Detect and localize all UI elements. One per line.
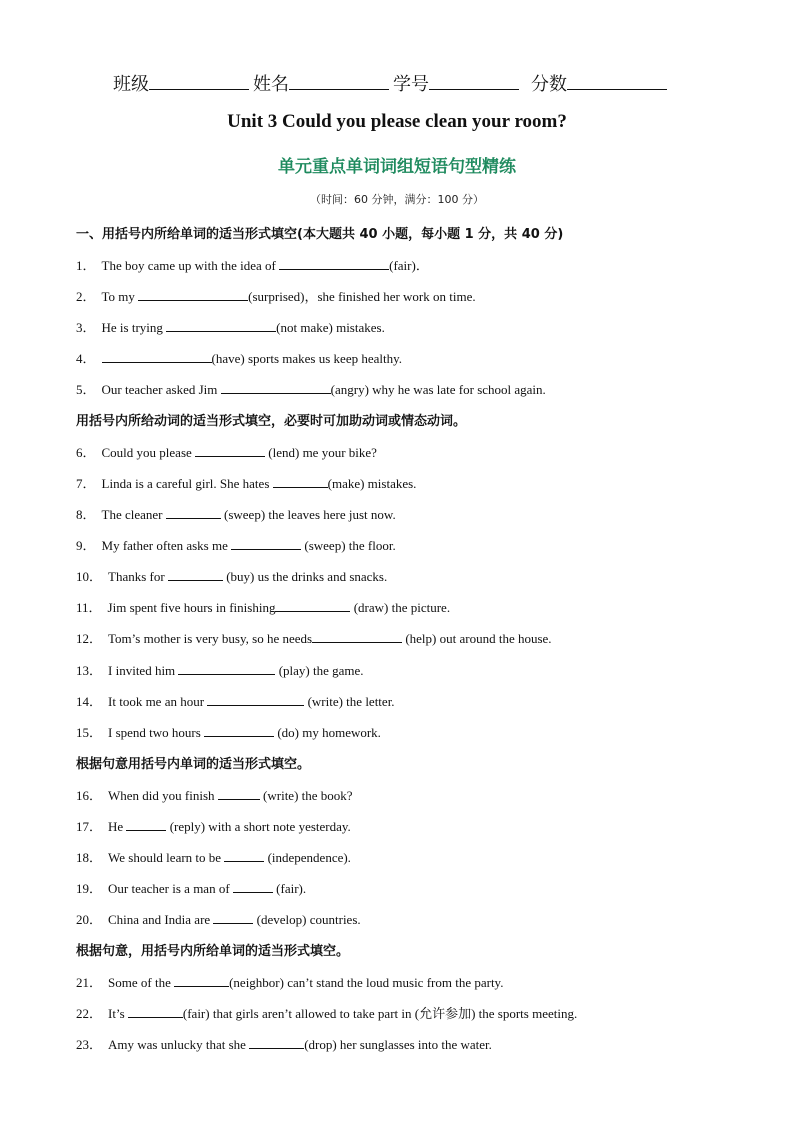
question-text-before: We should learn to be bbox=[108, 850, 225, 865]
answer-blank[interactable] bbox=[168, 568, 223, 581]
answer-blank[interactable] bbox=[273, 475, 328, 488]
answer-blank[interactable] bbox=[178, 662, 275, 675]
answer-blank[interactable] bbox=[231, 537, 301, 550]
question-item bbox=[76, 597, 450, 616]
question-number: 19． bbox=[76, 881, 103, 896]
question-text-after: (independence). bbox=[264, 850, 351, 865]
question-text-before: Linda is a careful girl. She hates bbox=[101, 476, 273, 491]
question-item bbox=[76, 255, 429, 274]
class-label: 班级 bbox=[113, 74, 149, 95]
question-text-after: (fair)． bbox=[389, 258, 429, 273]
question-item bbox=[76, 535, 396, 554]
answer-blank[interactable] bbox=[224, 849, 264, 862]
answer-blank[interactable] bbox=[213, 911, 253, 924]
question-text-after: (sweep) the floor. bbox=[301, 538, 396, 553]
question-text-after: (sweep) the leaves here just now. bbox=[220, 507, 396, 522]
class-blank[interactable] bbox=[149, 72, 249, 90]
question-number: 17． bbox=[76, 819, 103, 834]
question-number: 3． bbox=[76, 320, 96, 335]
question-number: 4． bbox=[76, 351, 96, 366]
question-text-after: (lend) me your bike? bbox=[265, 445, 377, 460]
question-text-after: (play) the game. bbox=[275, 663, 364, 678]
question-text-before: Could you please bbox=[101, 445, 196, 460]
question-number: 8． bbox=[76, 507, 96, 522]
question-item bbox=[76, 878, 306, 897]
question-number: 14． bbox=[76, 694, 103, 709]
question-item bbox=[76, 847, 351, 866]
question-number: 20． bbox=[76, 912, 103, 927]
question-number: 16． bbox=[76, 788, 103, 803]
question-text-after: (help) out around the house. bbox=[402, 631, 552, 646]
student-info-line bbox=[113, 70, 671, 96]
question-text-before: Amy was unlucky that she bbox=[108, 1037, 250, 1052]
answer-blank[interactable] bbox=[195, 444, 265, 457]
question-item bbox=[76, 379, 546, 398]
question-text-after: (buy) us the drinks and snacks. bbox=[222, 569, 388, 584]
question-text-before: Our teacher is a man of bbox=[108, 881, 233, 896]
question-number: 21． bbox=[76, 975, 103, 990]
question-item bbox=[76, 286, 476, 305]
question-number: 5． bbox=[76, 382, 96, 397]
question-text-after: (fair) that girls aren’t allowed to take part in (允许参加) the sports meeting. bbox=[182, 1006, 578, 1021]
question-text-after: (surprised)，she finished her work on time. bbox=[248, 289, 476, 304]
question-number: 15． bbox=[76, 725, 103, 740]
answer-blank[interactable] bbox=[218, 787, 260, 800]
question-item bbox=[76, 691, 395, 710]
section-heading-1: 一、用括号内所给单词的适当形式填空(本大题共 40 小题，每小题 1 分，共 40 分) bbox=[76, 227, 564, 242]
question-item bbox=[76, 628, 552, 647]
question-item bbox=[76, 722, 381, 741]
question-item bbox=[76, 1003, 577, 1022]
question-text-after: (have) sports makes us keep healthy. bbox=[211, 351, 403, 366]
score-blank[interactable] bbox=[567, 72, 667, 90]
name-label: 姓名 bbox=[253, 74, 289, 95]
section-heading-2: 用括号内所给动词的适当形式填空，必要时可加助动词或情态动词。 bbox=[76, 414, 467, 429]
page-subtitle: 单元重点单词词组短语句型精练 bbox=[278, 157, 516, 177]
question-number: 23． bbox=[76, 1037, 103, 1052]
student-id-blank[interactable] bbox=[429, 72, 519, 90]
answer-blank[interactable] bbox=[279, 257, 389, 270]
question-text-after: (fair). bbox=[272, 881, 307, 896]
question-text-before: Thanks for bbox=[108, 569, 168, 584]
answer-blank[interactable] bbox=[166, 506, 221, 519]
page-title: Unit 3 Could you please clean your room? bbox=[227, 111, 567, 132]
answer-blank[interactable] bbox=[174, 974, 229, 987]
answer-blank[interactable] bbox=[128, 1005, 183, 1018]
score-label: 分数 bbox=[531, 74, 567, 95]
question-text-before: When did you finish bbox=[108, 788, 218, 803]
answer-blank[interactable] bbox=[221, 381, 331, 394]
question-item bbox=[76, 442, 377, 461]
question-text-before: Our teacher asked Jim bbox=[101, 382, 221, 397]
question-text-before: Tom’s mother is very busy, so he needs bbox=[108, 631, 313, 646]
answer-blank[interactable] bbox=[138, 288, 248, 301]
question-number: 9． bbox=[76, 538, 96, 553]
answer-blank[interactable] bbox=[249, 1036, 304, 1049]
question-item bbox=[76, 317, 385, 336]
question-text-before: Some of the bbox=[108, 975, 175, 990]
question-item bbox=[76, 909, 361, 928]
question-number: 22． bbox=[76, 1006, 103, 1021]
question-text-after: (make) mistakes. bbox=[327, 476, 417, 491]
question-text-after: (do) my homework. bbox=[274, 725, 381, 740]
question-number: 18． bbox=[76, 850, 103, 865]
question-text-before: It’s bbox=[108, 1006, 128, 1021]
question-text-after: (write) the letter. bbox=[304, 694, 395, 709]
question-text-before: My father often asks me bbox=[101, 538, 232, 553]
answer-blank[interactable] bbox=[204, 724, 274, 737]
question-item bbox=[76, 473, 416, 492]
question-text-before: I invited him bbox=[108, 663, 179, 678]
answer-blank[interactable] bbox=[275, 599, 350, 612]
question-text-before: China and India are bbox=[108, 912, 214, 927]
question-text-after: (develop) countries. bbox=[253, 912, 361, 927]
section-heading-4: 根据句意，用括号内所给单词的适当形式填空。 bbox=[76, 944, 350, 959]
question-text-before: He is trying bbox=[101, 320, 167, 335]
answer-blank[interactable] bbox=[102, 350, 212, 363]
question-text-after: (angry) why he was late for school again. bbox=[330, 382, 546, 397]
question-text-before: He bbox=[108, 819, 127, 834]
answer-blank[interactable] bbox=[312, 630, 402, 643]
question-text-after: (not make) mistakes. bbox=[276, 320, 385, 335]
question-number: 2． bbox=[76, 289, 96, 304]
question-number: 12． bbox=[76, 631, 103, 646]
question-item bbox=[76, 1034, 492, 1053]
question-text-after: (draw) the picture. bbox=[350, 600, 451, 615]
question-item bbox=[76, 504, 396, 523]
question-text-after: (drop) her sunglasses into the water. bbox=[304, 1037, 492, 1052]
question-text-before: I spend two hours bbox=[108, 725, 205, 740]
question-number: 11． bbox=[76, 600, 102, 615]
question-number: 7． bbox=[76, 476, 96, 491]
question-item bbox=[76, 348, 402, 367]
section-heading-3: 根据句意用括号内单词的适当形式填空。 bbox=[76, 757, 311, 772]
question-item bbox=[76, 566, 387, 585]
question-number: 10． bbox=[76, 569, 103, 584]
question-item bbox=[76, 816, 351, 835]
answer-blank[interactable] bbox=[126, 818, 166, 831]
name-blank[interactable] bbox=[289, 72, 389, 90]
question-item bbox=[76, 785, 353, 804]
question-item bbox=[76, 972, 503, 991]
answer-blank[interactable] bbox=[207, 693, 304, 706]
answer-blank[interactable] bbox=[166, 319, 276, 332]
question-number: 13． bbox=[76, 663, 103, 678]
timing-note: （时间：60 分钟，满分：100 分） bbox=[310, 193, 484, 206]
question-text-before: The cleaner bbox=[101, 507, 166, 522]
answer-blank[interactable] bbox=[233, 880, 273, 893]
question-text-before: To my bbox=[101, 289, 139, 304]
question-text-before: Jim spent five hours in finishing bbox=[107, 600, 276, 615]
question-number: 6． bbox=[76, 445, 96, 460]
question-text-after: (write) the book? bbox=[259, 788, 353, 803]
question-item bbox=[76, 660, 364, 679]
question-number: 1． bbox=[76, 258, 96, 273]
question-text-before: It took me an hour bbox=[108, 694, 208, 709]
question-text-after: (neighbor) can’t stand the loud music from the party. bbox=[229, 975, 504, 990]
student-id-label: 学号 bbox=[393, 74, 429, 95]
question-text-after: (reply) with a short note yesterday. bbox=[166, 819, 351, 834]
question-text-before: The boy came up with the idea of bbox=[101, 258, 280, 273]
